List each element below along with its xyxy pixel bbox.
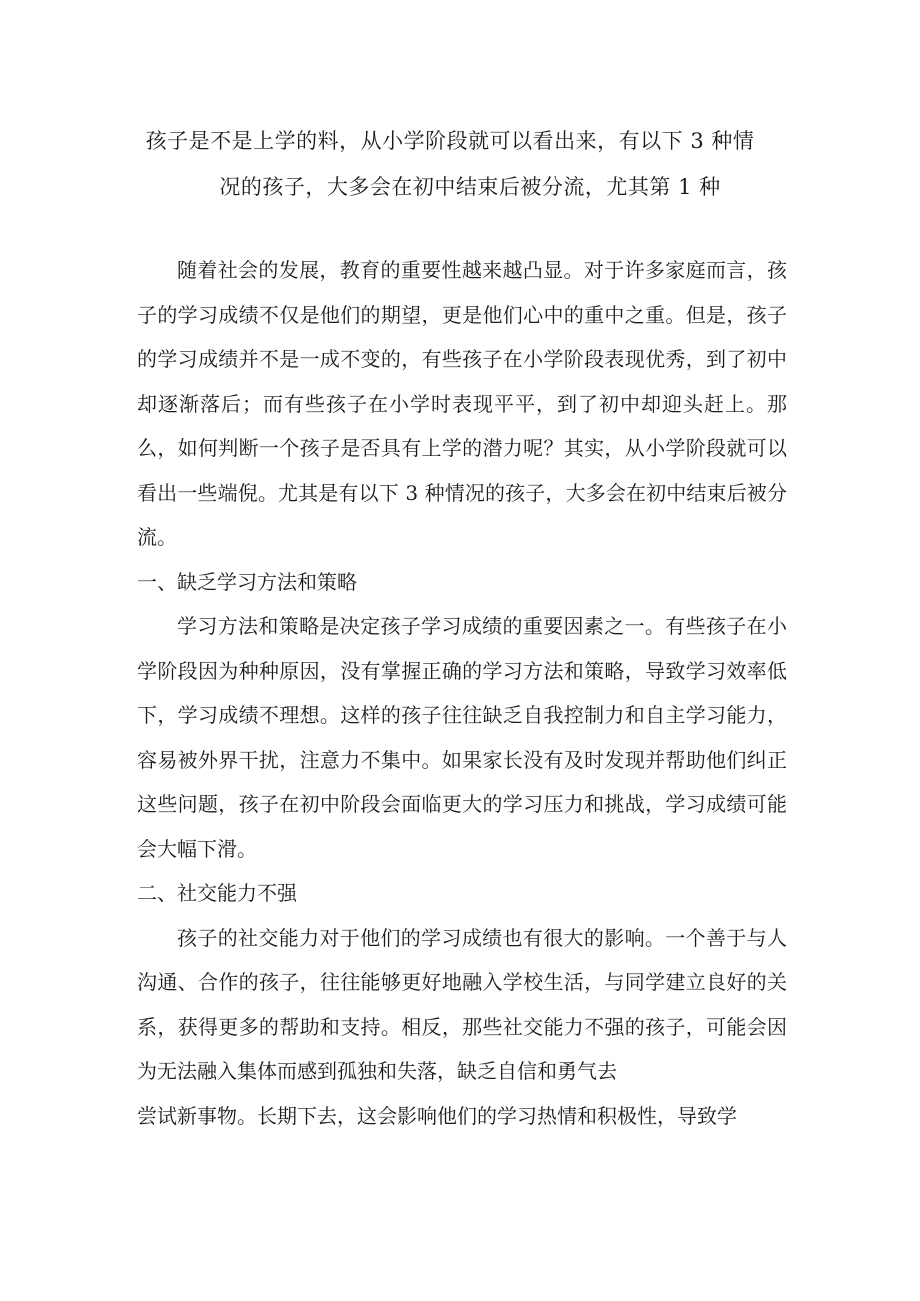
section-2-continuation: 尝试新事物。长期下去，这会影响他们的学习热情和积极性，导致学	[137, 1103, 737, 1128]
section-1-paragraph: 学习方法和策略是决定孩子学习成绩的重要因素之一。有些孩子在小学阶段因为种种原因，没有掌握正确的学习方法和策略，导致学习效率低下，学习成绩不理想。这样的孩子往往缺乏自我控制力和自主学习能力，容易被外界干扰，注意力不集中。如果家长没有及时发现并帮助他们纠正这些问题，孩子在初中阶段会面临更大的学习压力和挑战，学习成绩可能会大幅下滑。	[137, 614, 787, 861]
section-2-paragraph: 孩子的社交能力对于他们的学习成绩也有很大的影响。一个善于与人沟通、合作的孩子，往往能够更好地融入学校生活，与同学建立良好的关系，获得更多的帮助和支持。相反，那些社交能力不强的孩子，可能会因为无法融入集体而感到孤独和失落，缺乏自信和勇气去	[137, 925, 787, 1083]
title-line-2: 况的孩子，大多会在初中结束后被分流，尤其第 1 种	[219, 175, 721, 199]
section-heading-1: 一、缺乏学习方法和策略	[137, 569, 357, 594]
title-line-1: 孩子是不是上学的料，从小学阶段就可以看出来，有以下 3 种情	[145, 129, 755, 153]
section-heading-2: 二、社交能力不强	[137, 881, 297, 905]
intro-paragraph: 随着社会的发展，教育的重要性越来越凸显。对于许多家庭而言，孩子的学习成绩不仅是他们的期望，更是他们心中的重中之重。但是，孩子的学习成绩并不是一成不变的，有些孩子在小学阶段表现优秀，到了初中却逐渐落后；而有些孩子在小学时表现平平，到了初中却迎头赶上。那么，如何判断一个孩子是否具有上学的潜力呢？其实，从小学阶段就可以看出一些端倪。尤其是有以下 3 种情况的孩子，大多会在初中结束后被分流。	[137, 258, 787, 549]
document-title	[0, 118, 920, 210]
document-body	[137, 248, 787, 1138]
